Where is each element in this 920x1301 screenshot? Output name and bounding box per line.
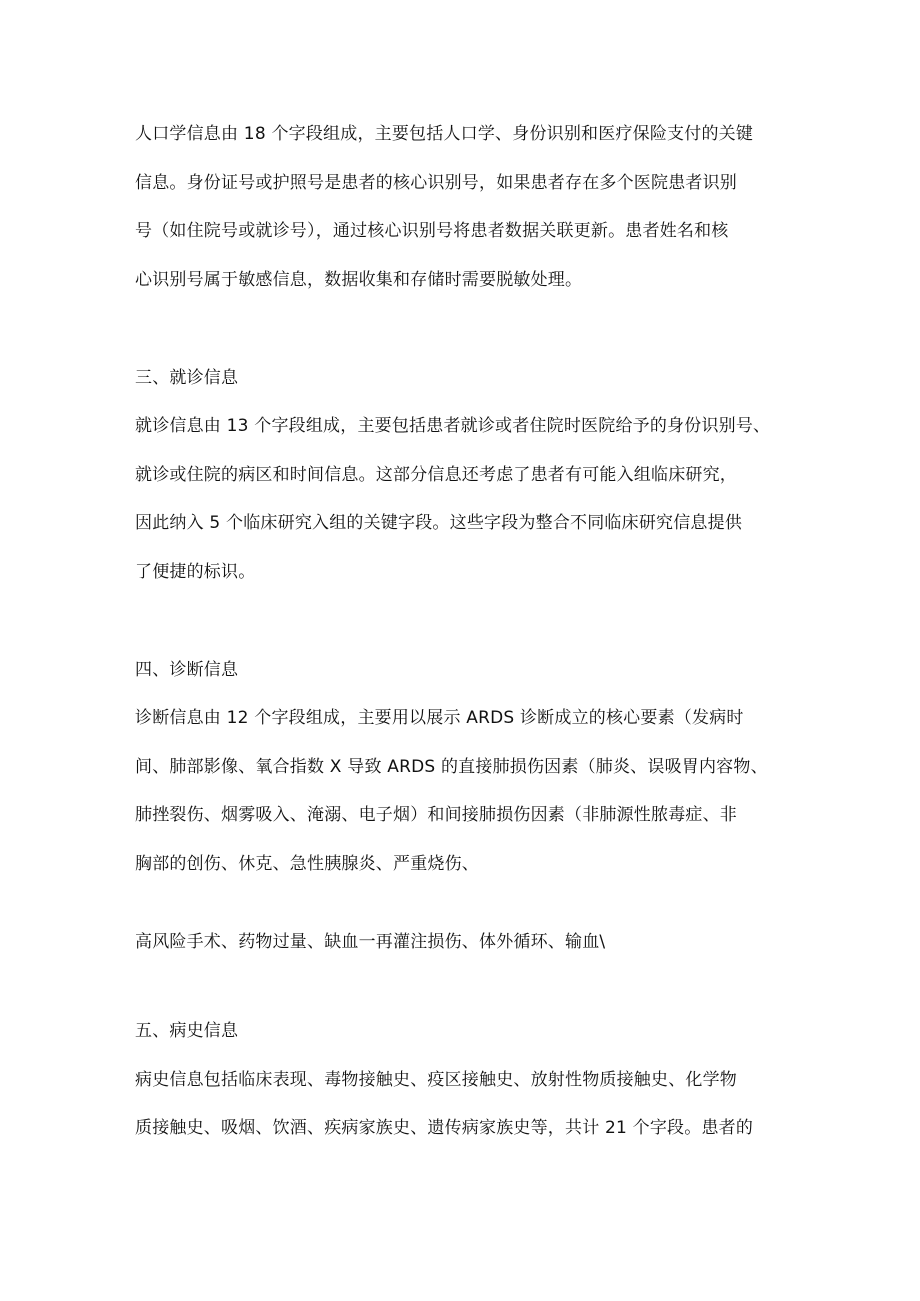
paragraph-line: 诊断信息由 12 个字段组成，主要用以展示 ARDS 诊断成立的核心要素（发病时 xyxy=(135,708,744,728)
paragraph-line: 间、肺部影像、氧合指数 X 导致 ARDS 的直接肺损伤因素（肺炎、误吸胃内容物、 xyxy=(135,757,768,777)
paragraph-line: 就诊或住院的病区和时间信息。这部分信息还考虑了患者有可能入组临床研究， xyxy=(135,465,737,485)
section-heading: 五、病史信息 xyxy=(135,1021,239,1041)
paragraph-line: 高风险手术、药物过量、缺血一再灌注损伤、体外循环、输血\ xyxy=(135,932,606,952)
paragraph-line: 心识别号属于敏感信息，数据收集和存储时需要脱敏处理。 xyxy=(135,270,583,290)
paragraph-line: 病史信息包括临床表现、毒物接触史、疫区接触史、放射性物质接触史、化学物 xyxy=(135,1070,737,1090)
section-heading: 三、就诊信息 xyxy=(135,368,239,388)
paragraph-line: 肺挫裂伤、烟雾吸入、淹溺、电子烟）和间接肺损伤因素（非肺源性脓毒症、非 xyxy=(135,805,737,825)
paragraph-line: 胸部的创伤、休克、急性胰腺炎、严重烧伤、 xyxy=(135,854,479,874)
paragraph-line: 就诊信息由 13 个字段组成，主要包括患者就诊或者住院时医院给予的身份识别号、 xyxy=(135,416,771,436)
paragraph-line: 人口学信息由 18 个字段组成，主要包括人口学、身份识别和医疗保险支付的关键 xyxy=(135,124,754,144)
paragraph-line: 因此纳入 5 个临床研究入组的关键字段。这些字段为整合不同临床研究信息提供 xyxy=(135,513,743,533)
paragraph-line: 信息。身份证号或护照号是患者的核心识别号，如果患者存在多个医院患者识别 xyxy=(135,173,737,193)
paragraph-line: 了便捷的标识。 xyxy=(135,562,256,582)
paragraph-line: 号（如住院号或就诊号），通过核心识别号将患者数据关联更新。患者姓名和核 xyxy=(135,221,729,241)
section-heading: 四、诊断信息 xyxy=(135,660,239,680)
paragraph-line: 质接触史、吸烟、饮酒、疾病家族史、遗传病家族史等，共计 21 个字段。患者的 xyxy=(135,1118,754,1138)
